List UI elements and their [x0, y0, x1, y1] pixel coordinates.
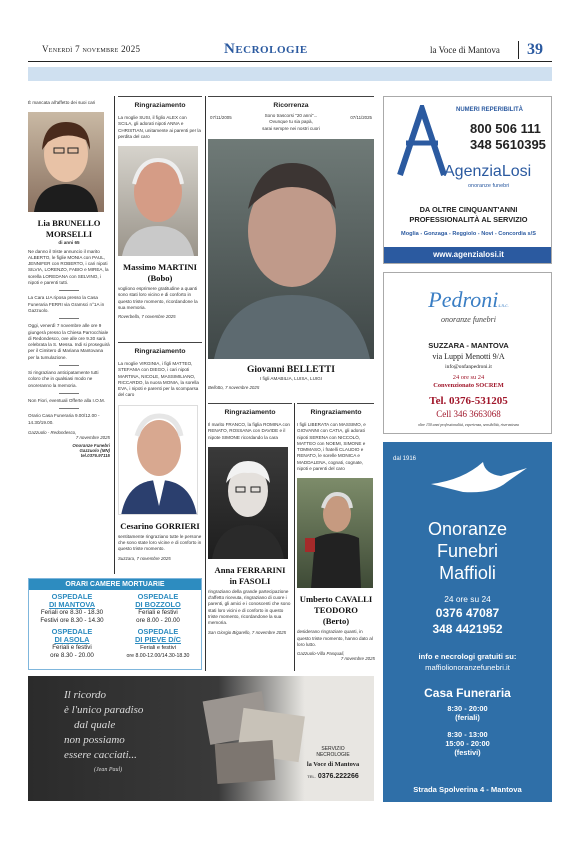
firm-line: Gazzuolo (MN) [79, 447, 110, 453]
banner-brand: la Voce di Mantova [306, 761, 360, 768]
banner-phone: 0376.222266 [317, 773, 359, 780]
ad-opening: (festivi) [454, 748, 481, 757]
deceased-nickname: (Bobo) [147, 273, 173, 284]
ad-brand: AgenziaLosi [444, 163, 532, 180]
ad-phone: 348 5610395 [470, 137, 546, 152]
notice-place: San Giorgio Bigarello, 7 novembre 2025 [208, 629, 287, 635]
photo-martini [118, 146, 198, 256]
ad-slogan: PROFESSIONALITÀ AL SERVIZIO [409, 215, 528, 224]
ad-label: NUMERI REPERIBILITÀ [456, 107, 524, 113]
ad-brand-line: Maffioli [439, 563, 496, 583]
notice-place: Roverbella, 7 novembre 2025 [118, 314, 176, 320]
notice-paragraph: I figli LIBERATA con MASSIMO, e GIOVANNI con CATIA, gli adorati nipoti SERENA con NICCOLÒ, MATTEO con NOEMI, SIMONE e TOMMASO, i fratelli CLAUDIO e RENATO, le sorelle MONICA e MADDALENA, cognati, cognate, nipoti e parenti del caro [297, 422, 366, 472]
notice-paragraph: La moglie VIRGINIA, i figli MATTEO, STEFANIA con DIEGO, i cari nipoti MARTINA, NICOLE, MASSIMILIANO, RICCARDO, la nuora MONIA, la sorella EVA, i nipoti e parenti per la scomparsa del caro [118, 361, 199, 398]
quote-line: non possiamo [64, 734, 125, 746]
ad-phone: 0376 47087 [435, 606, 500, 620]
portrait-man-icon [118, 146, 198, 256]
deceased-name-2: MORSELLI [45, 229, 93, 240]
ad-phone: Tel. 0376-531205 [429, 395, 508, 407]
notice-paragraph: desiderano ringraziare quanti, in questo triste momento, hanno dato al loro lutto. [297, 629, 373, 647]
deceased-name: Giovanni BELLETTI [247, 365, 335, 375]
notice-date: 7 novembre 2025 [75, 434, 110, 440]
notice-belletti [208, 102, 374, 390]
notice-heading: Ringraziamento [134, 102, 186, 109]
ad-city: SUZZARA - MANTOVA [428, 341, 509, 350]
ad-pedroni [383, 272, 552, 434]
orari-item: OSPEDALE DI BOZZOLO Feriali e festivi ore 8.00 - 20.00 [135, 592, 181, 624]
notice-heading: Ringraziamento [134, 348, 186, 355]
deceased-name: Umberto CAVALLI [299, 594, 373, 605]
notice-place: Gazzuolo-Villa Pasquali, [297, 651, 345, 657]
ad-funeral-home: Casa Funeraria [424, 686, 511, 700]
deceased-age: di anni 65 [58, 240, 80, 246]
deceased-nickname: (Berto) [322, 616, 350, 627]
ad-website[interactable]: maffiolionoranzefunebri.it [425, 663, 510, 672]
notice-cavalli [297, 409, 375, 661]
ad-agenzia-losi [383, 96, 552, 264]
deceased-name-2: TEODORO [314, 605, 358, 616]
ad-address: Strada Spolverina 4 - Mantova [413, 785, 522, 794]
quote-line: è l'unico paradiso [64, 704, 144, 716]
notice-paragraph: sentitamente ringraziano tutte le persone che sono state loro vicine e di conforto in questo triste momento. [118, 533, 202, 552]
necrologie-banner [28, 676, 374, 801]
photo-belletti [208, 139, 374, 359]
page-number: 39 [518, 41, 543, 59]
banner-service: NECROLOGIE [316, 752, 350, 758]
ad-phone: 800 506 111 [470, 121, 541, 136]
ad-brand: Pedroni [428, 287, 499, 312]
orari-item: OSPEDALE DI MANTOVA Feriali ore 8.30 - 18.30 Festivi ore 8.30 - 14.30 [40, 592, 104, 624]
notice-heading: Ringraziamento [224, 409, 276, 416]
ad-brand-suffix: s.n.c. [498, 304, 509, 309]
notice-paragraph: vogliono esprimere gratitudine a quanti sono stati loro vicino e di conforto in questo triste momento, ricordandone la sua memoria. [118, 286, 198, 311]
ad-hours: 24 ore su 24 [444, 594, 491, 604]
tel-label: TEL. [307, 774, 316, 779]
ad-website[interactable]: www.agenzialosi.it [384, 247, 552, 263]
ad-brand-sub: onoranze funebri [441, 315, 496, 324]
notice-gorrieri [118, 348, 202, 561]
ad-hours: 24 ore su 24 [452, 374, 485, 381]
ad-brand-line: Funebri [436, 541, 499, 561]
header-rule [28, 61, 552, 62]
photo-brunello [28, 112, 104, 212]
notice-heading: Ricorrenza [273, 102, 309, 109]
orari-title: ORARI CAMERE MORTUARIE [29, 579, 201, 590]
ad-slogan: DA OLTRE CINQUANT'ANNI [419, 205, 518, 214]
notice-paragraph: La moglie SUSI, il figlio ALEX con SCILA, gli adorati nipoti ANNA e CHRISTIAN, unitamente ai parenti per la perdita del caro [118, 115, 201, 139]
ad-convention: Convenzionato SOCREM [433, 382, 504, 389]
notice-paragraph: Orario Casa Funeraria 9.00/12.00 - 14.30/19.00. [28, 413, 100, 425]
notice-paragraph: Oggi, venerdì 7 novembre alle ore 9 giungerà presso la Chiesa Parrocchiale di Redondesco, ove alle ore 9.30 sarà celebrata la S. Messa. Indi si proseguirà per il Cimitero di Mariana Mantovana per la tumulazione. [28, 323, 110, 360]
quote-line: Il ricordo [64, 689, 107, 701]
ad-brand-sub: onoranze funebri [468, 183, 510, 189]
ad-phone: Cell 346 3663068 [436, 409, 501, 419]
notice-heading: Ringraziamento [310, 409, 362, 416]
orari-item: OSPEDALE DI PIEVE D/C Feriali e festivi ore 8.00-12.00/14.30-18.30 [126, 627, 190, 659]
section-title: Necrologie [224, 41, 308, 57]
ad-info: info e necrologi gratuiti su: [418, 652, 517, 661]
ad-opening: (feriali) [455, 713, 480, 722]
portrait-man-icon [119, 406, 198, 515]
intro-text: È mancata all'affetto dei suoi cari [28, 100, 96, 105]
cross-logo-icon [392, 105, 450, 181]
deceased-name-1: Lia BRUNELLO [37, 218, 101, 229]
quote-line: Ovunque tu sia papà, [269, 119, 313, 125]
ad-since: dal 1916 [393, 456, 417, 462]
notice-paragraph: La Cara LIA riposa presso la Casa Funeraria FERRI via Gramsci n°1A in Gazzuolo. [28, 295, 105, 313]
quote-line: sarai sempre nei nostri cuori [262, 125, 320, 131]
deceased-name: Massimo MARTINI [123, 262, 197, 273]
notice-paragraph: Si ringraziano anticipatamente tutti coloro che in qualsiasi modo ne onoreranno la memoria. [28, 370, 99, 388]
photo-cavalli [297, 478, 373, 588]
notice-place: Gazzuolo - Redondesco, [28, 429, 77, 435]
orari-item: OSPEDALE DI ASOLA Feriali e festivi ore 8.30 - 20.00 [50, 627, 94, 659]
notice-paragraph: ringraziano della grande partecipazione d'affetto ricevuta, ringraziano di cuore i parenti, gli amici e i conoscenti che sono stati loro vicini e di conforto in questo triste momento, ricordandone la sua memoria. [208, 588, 291, 626]
ad-towns: Moglia - Gonzaga - Reggiolo - Novi - Concordia s/S [401, 231, 536, 237]
ad-email[interactable]: info@onfanpedroni.it [445, 364, 492, 370]
notice-paragraph: Il marito FRANCO, la figlia ROMINA con RENATO, ROSSANA con DAVIDE e il nipote SIMONE ricordando la cara [208, 422, 290, 440]
ad-footer: oltre 150 anni professionalità, esperienza, sensibilità, riservatezza [418, 423, 519, 427]
quote-line: dal quale [74, 719, 116, 731]
ad-brand-line: Onoranze [427, 519, 508, 539]
portrait-man-icon [208, 139, 374, 359]
ad-opening: 8:30 - 20:00 [447, 704, 488, 713]
firm-line: tel.0376.97115 [80, 452, 110, 458]
notice-paragraph: I figli AMABILIA, LUISA, LUIGI [259, 376, 323, 381]
quote-author: (Jean Paul) [94, 767, 123, 773]
portrait-woman-icon [28, 112, 104, 212]
portrait-woman-icon [208, 447, 288, 559]
deceased-name-2: in FASOLI [229, 575, 271, 586]
notice-date: 7 novembre 2025 [340, 656, 375, 662]
anniversary-date: 07/11/2025 [350, 115, 372, 120]
publication-name: la Voce di Mantova [430, 45, 500, 55]
firm-line: Onoranze Funebri [72, 442, 110, 448]
header-date: Venerdì 7 novembre 2025 [42, 44, 141, 54]
dove-icon [423, 450, 533, 500]
deceased-name: Cesarino GORRIERI [120, 520, 200, 531]
notice-paragraph: Non Fiori, eventuali Offerte alla I.O.M. [28, 397, 106, 403]
anniversary-date: 07/11/2005 [210, 115, 232, 120]
notice-place: Bellotto, 7 novembre 2025 [208, 385, 260, 391]
ad-opening: 8:30 - 13:00 [447, 730, 488, 739]
ad-address: via Luppi Menotti 9/A [432, 352, 505, 361]
ad-opening: 15:00 - 20:00 [445, 739, 490, 748]
notice-paragraph: Ne danno il triste annuncio il marito ALBERTO, le figlie MONIA con PAUL, JENNIFER con ROBERTO, i cari nipoti SILVIA, LORENZO, FABIO e MIREA, la sorella LOREDANA con SELVINO, i nipoti e parenti tutti. [28, 248, 109, 286]
photo-gorrieri [118, 405, 198, 515]
quote-line: essere cacciati... [64, 749, 137, 761]
notice-ferrarini [208, 409, 292, 635]
notice-place: Suzzara, 7 novembre 2025 [118, 555, 171, 561]
notice-brunello [28, 100, 110, 458]
deceased-name: Anna FERRARINI [214, 564, 286, 575]
ad-phone: 348 4421952 [432, 622, 503, 636]
portrait-man-icon [297, 478, 373, 588]
header-band [28, 67, 552, 81]
banner-service: SERVIZIO [321, 746, 345, 752]
quote-line: Sono trascorsi "20 anni"... [264, 113, 318, 118]
orari-box [28, 578, 202, 670]
ad-maffioli [383, 442, 552, 802]
photo-ferrarini [208, 447, 288, 559]
notice-martini [118, 102, 202, 319]
